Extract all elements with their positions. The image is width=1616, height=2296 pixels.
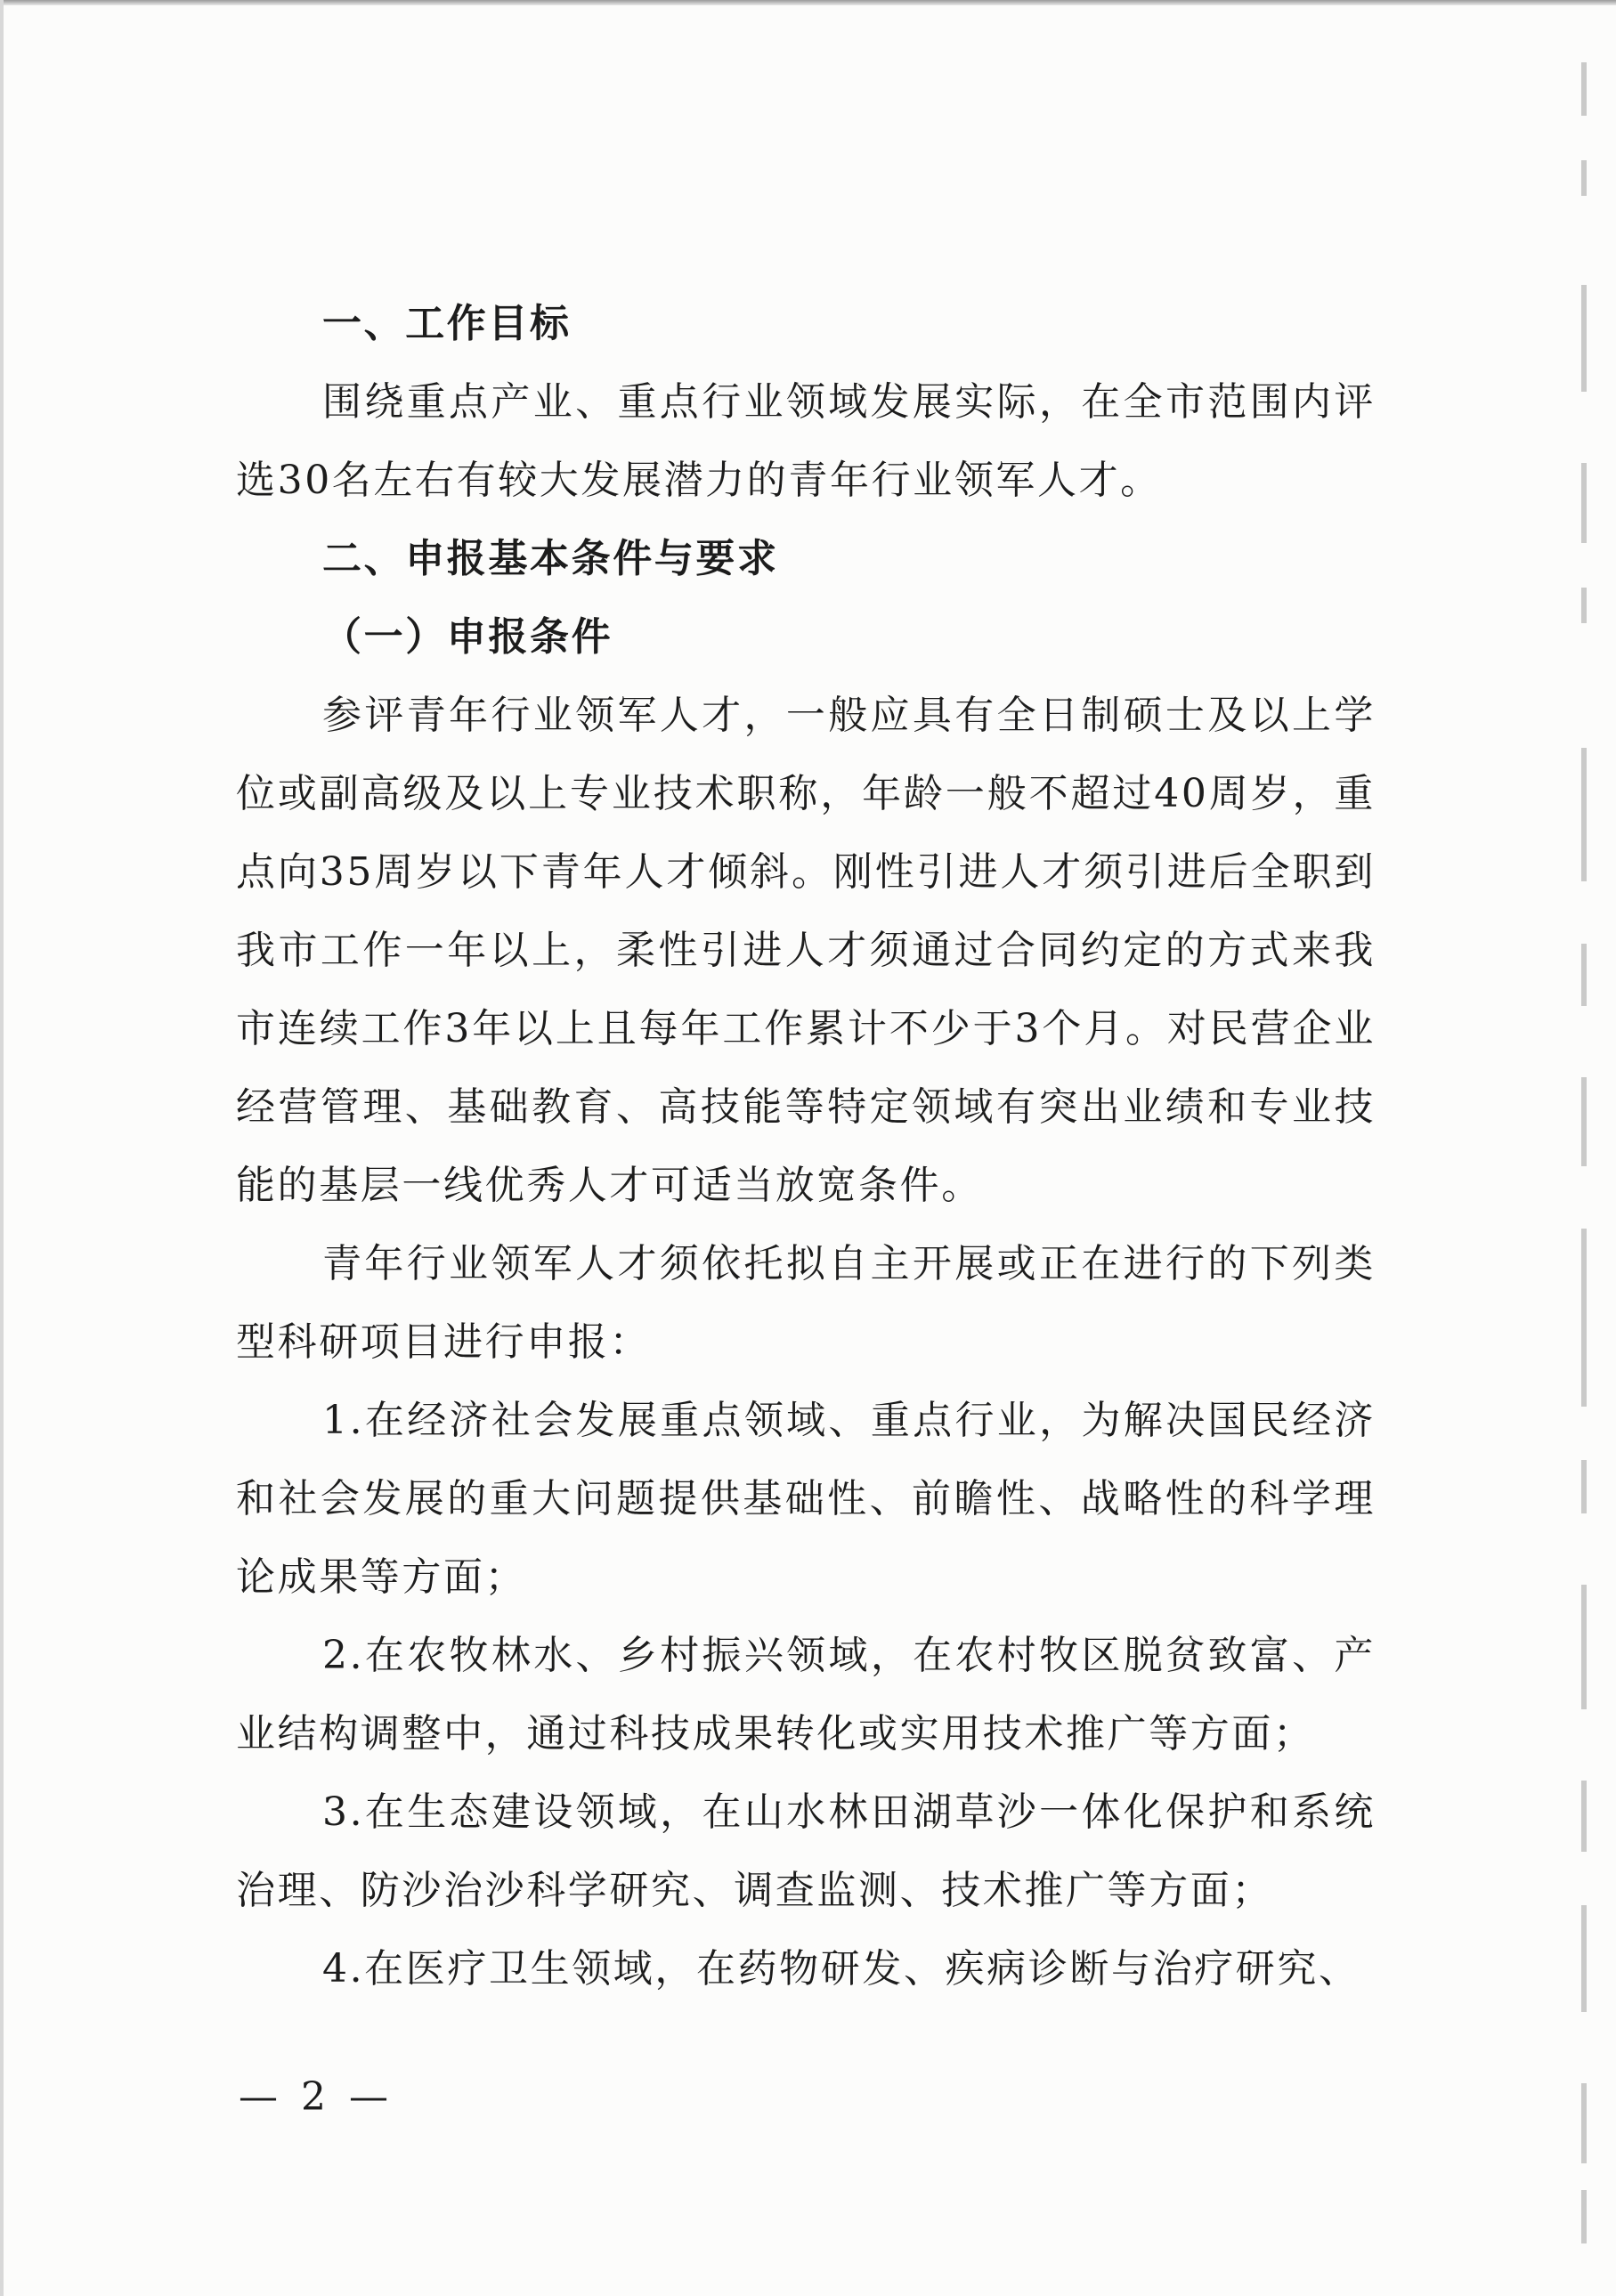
list-item-2: 2.在农牧林水、乡村振兴领域，在农村牧区脱贫致富、产业结构调整中，通过科技成果转化或实用技术推广等方面； [236,1633,1376,1756]
page-number: — 2 — [239,2074,394,2120]
section-heading-requirements: 二、申报基本条件与要求 [322,536,779,581]
scan-binding-marks [1574,53,1601,2261]
list-item-4: 4.在医疗卫生领域，在药物研发、疾病诊断与治疗研究、 [322,1946,1360,1992]
section-heading-work-goals: 一、工作目标 [322,301,572,346]
list-item-3: 3.在生态建设领域，在山水林田湖草沙一体化保护和系统治理、防沙治沙科学研究、调查监测、技术推广等方面； [236,1789,1376,1913]
scan-left-edge [0,0,4,2296]
paragraph-work-goals: 围绕重点产业、重点行业领域发展实际，在全市范围内评选30名左右有较大发展潜力的青年行业领军人才。 [236,379,1376,503]
scan-top-edge [0,0,1616,5]
subsection-heading-conditions: （一）申报条件 [322,614,613,660]
document-body [236,285,1376,2008]
paragraph-project-types: 青年行业领军人才须依托拟自主开展或正在进行的下列类型科研项目进行申报： [236,1241,1376,1365]
paragraph-conditions: 参评青年行业领军人才，一般应具有全日制硕士及以上学位或副高级及以上专业技术职称，年龄一般不超过40周岁，重点向35周岁以下青年人才倾斜。刚性引进人才须引进后全职到我市工作一年以上，柔性引进人才须通过合同约定的方式来我市连续工作3年以上且每年工作累计不少于3个月。对民营企业经营管理、基础教育、高技能等特定领域有突出业绩和专业技能的基层一线优秀人才可适当放宽条件。 [236,693,1376,1208]
list-item-1: 1.在经济社会发展重点领域、重点行业，为解决国民经济和社会发展的重大问题提供基础性、前瞻性、战略性的科学理论成果等方面； [236,1398,1376,1600]
